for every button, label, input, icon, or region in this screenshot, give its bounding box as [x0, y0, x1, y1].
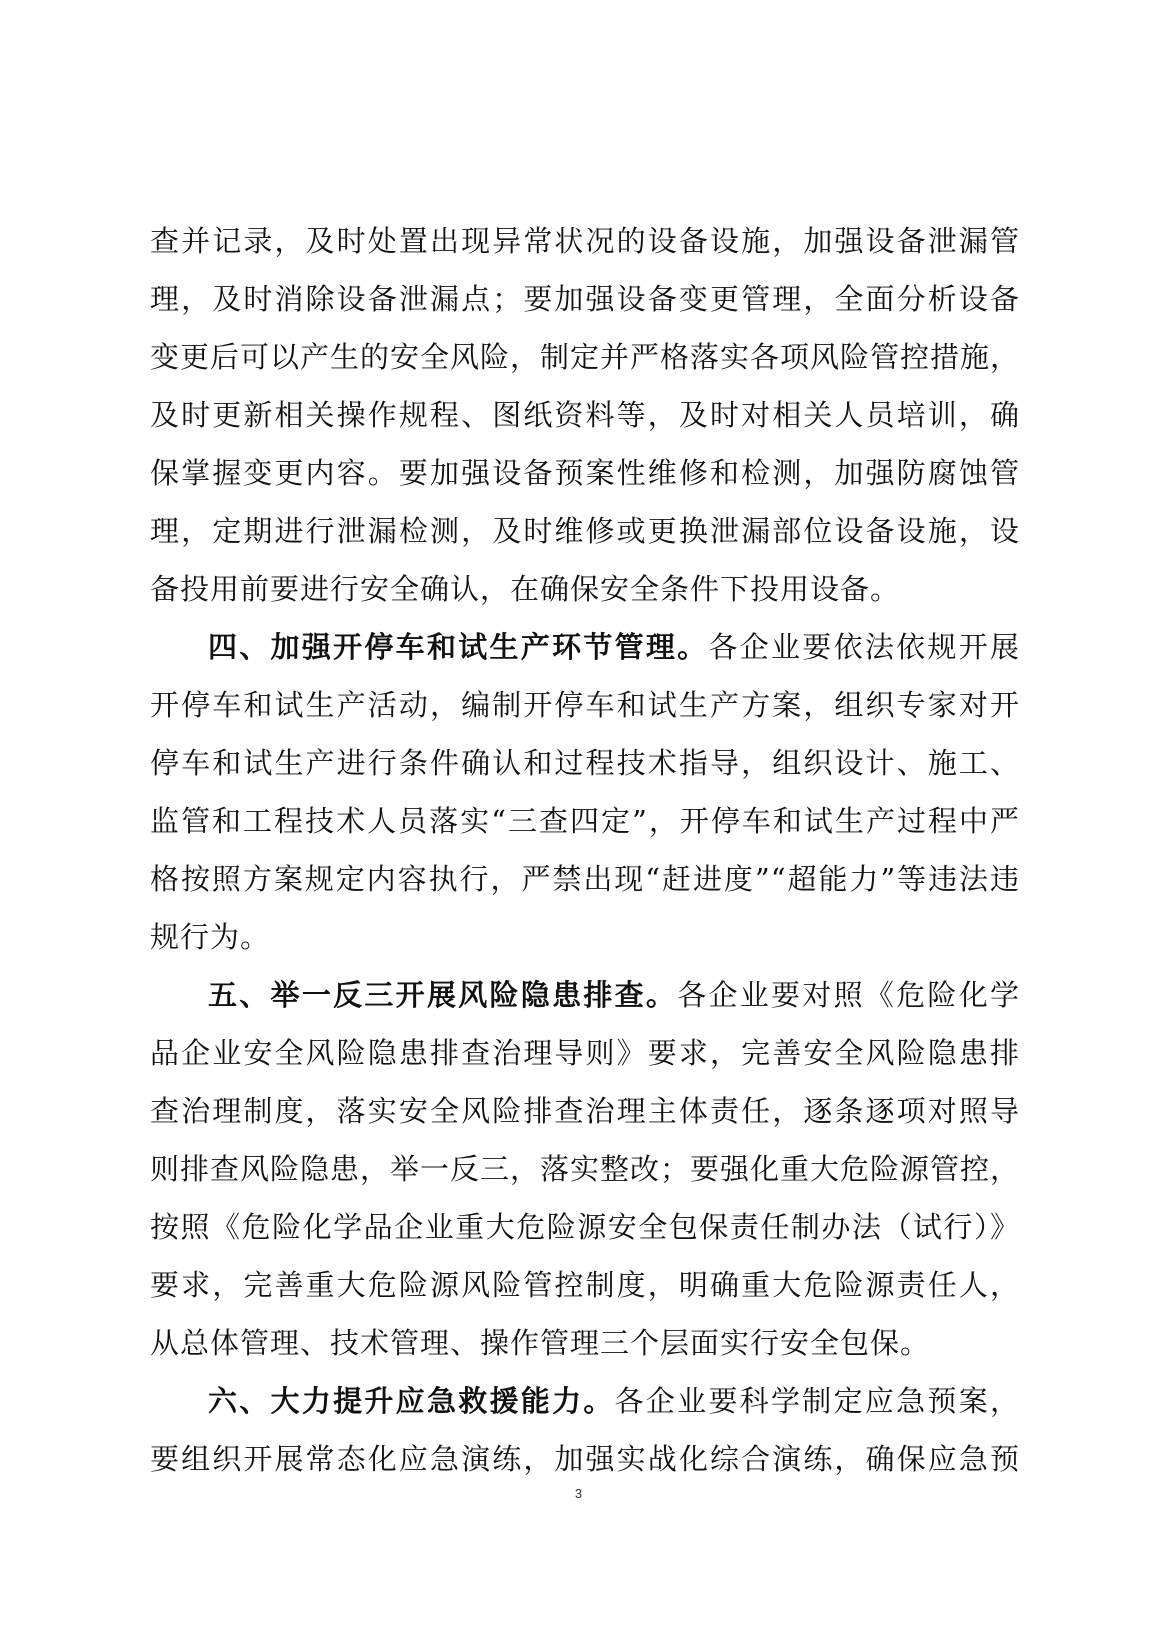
- text-line: 开停车和试生产活动，编制开停车和试生产方案，组织专家对开: [150, 688, 1020, 722]
- text-line: 保掌握变更内容。要加强设备预案性维修和检测，加强防腐蚀管: [150, 456, 1020, 490]
- text-line: 按照《危险化学品企业重大危险源安全包保责任制办法（试行）》: [150, 1210, 1020, 1244]
- section-text: 各企业要科学制定应急预案，: [614, 1384, 1020, 1418]
- section-four-first-line: [150, 618, 1020, 676]
- section-five-first-line: [150, 966, 1020, 1024]
- text-line: 及时更新相关操作规程、图纸资料等，及时对相关人员培训，确: [150, 398, 1020, 432]
- section-text: 各企业要对照《危险化学: [677, 978, 1020, 1012]
- text-line: 品企业安全风险隐患排查治理导则》要求，完善安全风险隐患排: [150, 1036, 1020, 1070]
- text-line: 从总体管理、技术管理、操作管理三个层面实行安全包保。: [150, 1326, 931, 1360]
- body-text: [150, 212, 1020, 1488]
- text-line: 备投用前要进行安全确认，在确保安全条件下投用设备。: [150, 572, 901, 606]
- text-line: 查治理制度，落实安全风险排查治理主体责任，逐条逐项对照导: [150, 1094, 1020, 1128]
- text-line: 变更后可以产生的安全风险，制定并严格落实各项风险管控措施，: [150, 340, 1021, 374]
- section-six-first-line: [150, 1372, 1020, 1430]
- text-line: 规行为。: [150, 920, 271, 954]
- text-line: 理，定期进行泄漏检测，及时维修或更换泄漏部位设备设施，设: [150, 514, 1020, 548]
- section-text: 各企业要依法依规开展: [708, 630, 1020, 664]
- section-heading: 五、举一反三开展风险隐患排查。: [208, 978, 678, 1012]
- text-line: 理，及时消除设备泄漏点；要加强设备变更管理，全面分析设备: [150, 282, 1020, 316]
- text-line: 查并记录，及时处置出现异常状况的设备设施，加强设备泄漏管: [150, 224, 1020, 258]
- text-line: 要求，完善重大危险源风险管控制度，明确重大危险源责任人，: [150, 1268, 1020, 1302]
- text-line: 则排查风险隐患，举一反三，落实整改；要强化重大危险源管控，: [150, 1152, 1021, 1186]
- text-line: 监管和工程技术人员落实“三查四定”，开停车和试生产过程中严: [150, 804, 1020, 838]
- text-line: 要组织开展常态化应急演练，加强实战化综合演练，确保应急预: [150, 1442, 1020, 1476]
- section-heading: 六、大力提升应急救援能力。: [208, 1384, 615, 1418]
- page-number: 3: [574, 1486, 583, 1501]
- text-line: 格按照方案规定内容执行，严禁出现“赶进度”“超能力”等违法违: [150, 862, 1020, 896]
- section-heading: 四、加强开停车和试生产环节管理。: [208, 630, 709, 664]
- text-line: 停车和试生产进行条件确认和过程技术指导，组织设计、施工、: [150, 746, 1020, 780]
